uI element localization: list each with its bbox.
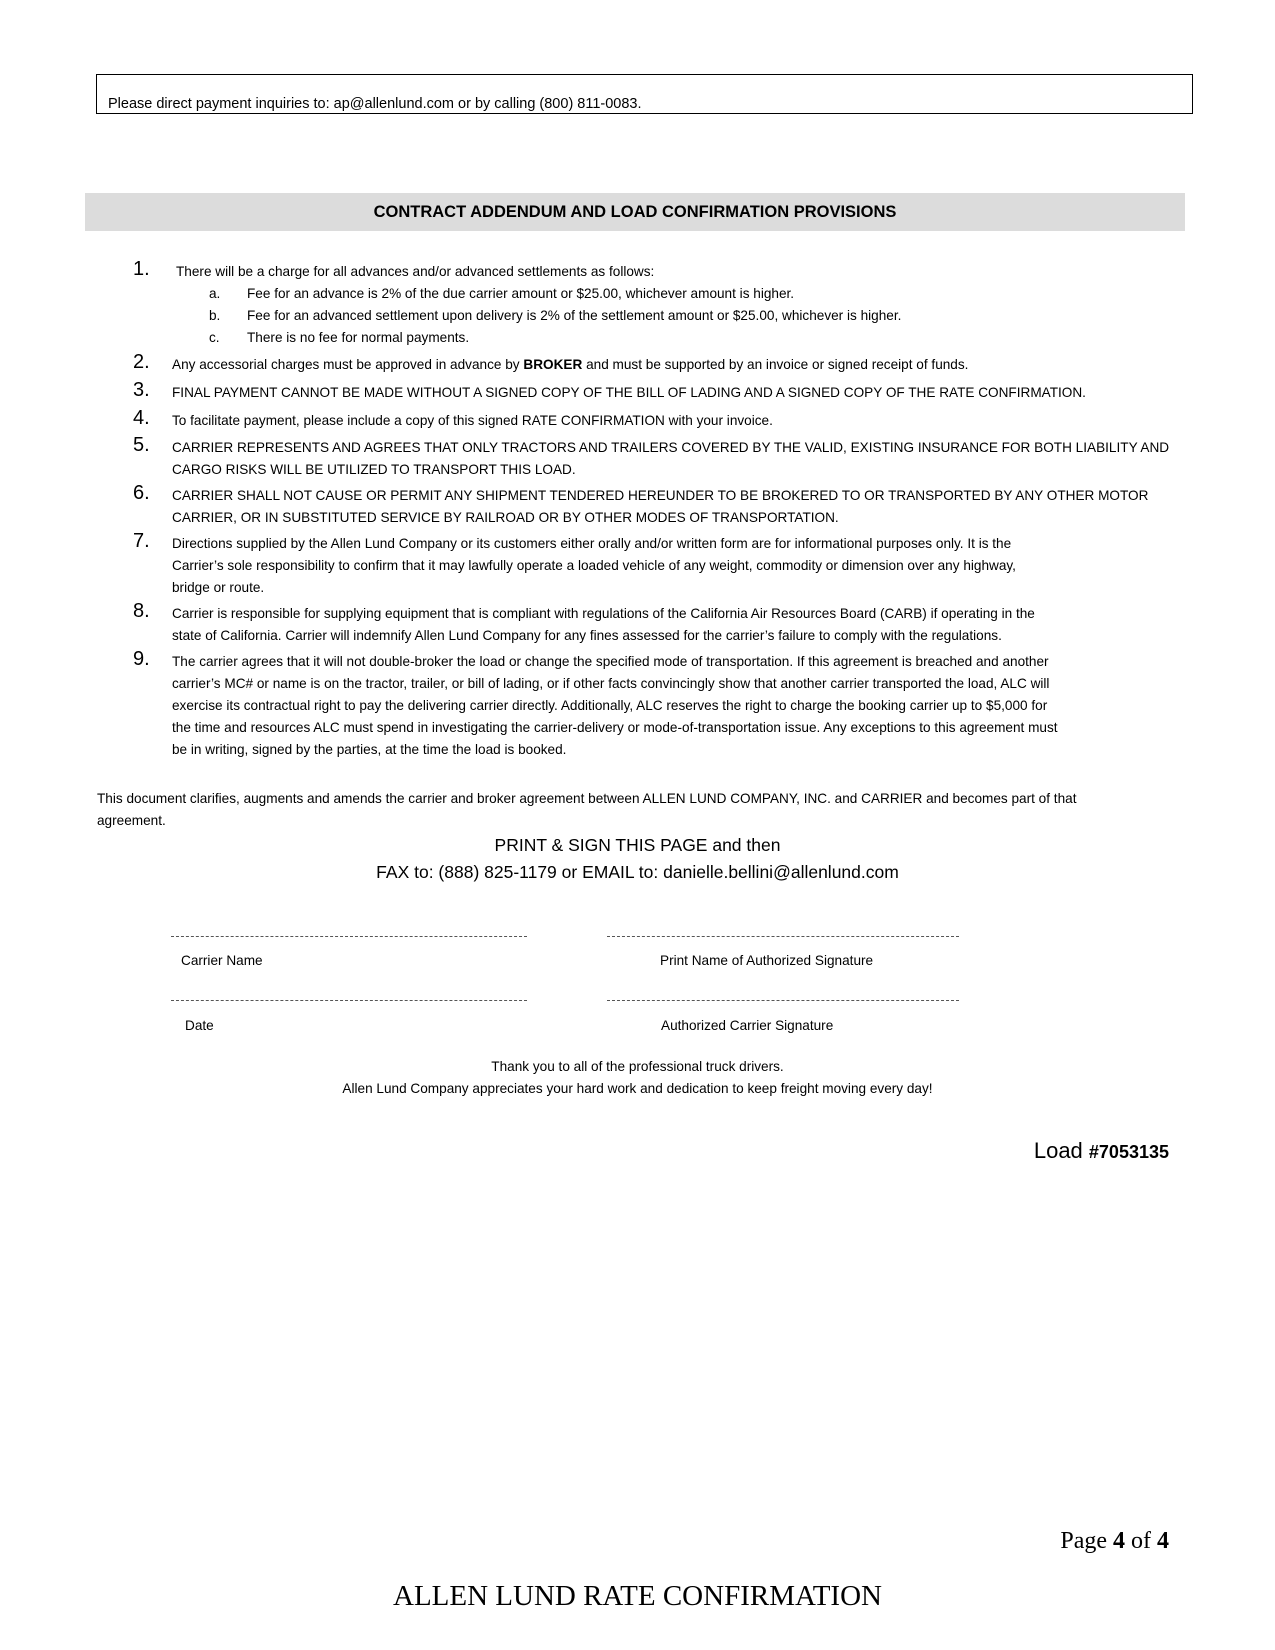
provision-text bbox=[172, 485, 1262, 529]
provision-line: Carrier is responsible for supplying equipment that is compliant with regulations of the California Air Resources Board (CARB) if operating in the bbox=[172, 606, 1035, 621]
sub-item-text: Fee for an advanced settlement upon delivery is 2% of the settlement amount or $25.00, whichever is higher. bbox=[247, 308, 902, 323]
footer-title: ALLEN LUND RATE CONFIRMATION bbox=[393, 1580, 882, 1612]
provision-line: bridge or route. bbox=[172, 580, 265, 595]
provision-line: Carrier’s sole responsibility to confirm that it may lawfully operate a loaded vehicle of any weight, commodity or dimension over any highway, bbox=[172, 558, 1016, 573]
provision-text-part: Any accessorial charges must be approved in advance by bbox=[172, 357, 524, 372]
print-name-label: Print Name of Authorized Signature bbox=[660, 953, 874, 968]
broker-emphasis: BROKER bbox=[523, 357, 583, 372]
provision-text: To facilitate payment, please include a copy of this signed RATE CONFIRMATION with your invoice. bbox=[172, 413, 773, 428]
provision-number: 8. bbox=[133, 600, 150, 622]
provision-text: FINAL PAYMENT CANNOT BE MADE WITHOUT A SIGNED COPY OF THE BILL OF LADING AND A SIGNED COPY OF THE RATE CONFIRMATION. bbox=[172, 385, 1086, 400]
date-line[interactable] bbox=[171, 1000, 527, 1001]
provision-line: CARRIER, OR IN SUBSTITUTED SERVICE BY RAILROAD OR BY OTHER MODES OF TRANSPORTATION. bbox=[172, 510, 839, 525]
clarification-line: This document clarifies, augments and amends the carrier and broker agreement between ALLEN LUND COMPANY, INC. and CARRIER and becomes part of that bbox=[97, 791, 1077, 806]
provision-number: 2. bbox=[133, 351, 150, 373]
page-number bbox=[1060, 1528, 1169, 1555]
provision-line: state of California. Carrier will indemnify Allen Lund Company for any fines assessed for the carrier’s failure to comply with the regulations. bbox=[172, 628, 1002, 643]
provision-line: CARGO RISKS WILL BE UTILIZED TO TRANSPORT THIS LOAD. bbox=[172, 462, 576, 477]
appreciation-line: Allen Lund Company appreciates your hard work and dedication to keep freight moving every day! bbox=[342, 1081, 933, 1096]
provision-text bbox=[172, 354, 1172, 376]
section-heading: CONTRACT ADDENDUM AND LOAD CONFIRMATION PROVISIONS bbox=[373, 202, 897, 221]
provision-text bbox=[172, 533, 1262, 599]
provision-text-part: and must be supported by an invoice or signed receipt of funds. bbox=[582, 357, 969, 372]
thank-you-line: Thank you to all of the professional truck drivers. bbox=[491, 1059, 784, 1074]
carrier-name-label: Carrier Name bbox=[181, 953, 263, 968]
sub-item-letter: b. bbox=[209, 308, 221, 323]
provision-line: carrier’s MC# or name is on the tractor, trailer, or bill of lading, or if other facts convincingly show that another carrier transported the load, ALC will bbox=[172, 676, 1050, 691]
page-of: of bbox=[1125, 1528, 1157, 1554]
provision-number: 4. bbox=[133, 407, 150, 429]
print-sign-instructions bbox=[0, 832, 1275, 886]
page-current: 4 bbox=[1113, 1528, 1125, 1554]
date-label: Date bbox=[185, 1018, 214, 1033]
page-prefix: Page bbox=[1060, 1528, 1113, 1554]
provision-number: 3. bbox=[133, 379, 150, 401]
provision-number: 1. bbox=[133, 258, 150, 280]
provision-line: CARRIER REPRESENTS AND AGREES THAT ONLY TRACTORS AND TRAILERS COVERED BY THE VALID, EXISTING INSURANCE FOR BOTH LIABILITY AND bbox=[172, 440, 1170, 455]
authorized-signature-label: Authorized Carrier Signature bbox=[661, 1018, 834, 1033]
clarification-line: agreement. bbox=[97, 813, 166, 828]
provision-number: 7. bbox=[133, 530, 150, 552]
provision-line: The carrier agrees that it will not double-broker the load or change the specified mode of transportation. If this agreement is breached and another bbox=[172, 654, 1049, 669]
print-sign-line: PRINT & SIGN THIS PAGE and then bbox=[494, 835, 781, 855]
print-name-line[interactable] bbox=[607, 936, 959, 937]
sub-item-text: Fee for an advance is 2% of the due carrier amount or $25.00, whichever amount is higher. bbox=[247, 286, 795, 301]
provision-number: 6. bbox=[133, 482, 150, 504]
provision-line: the time and resources ALC must spend in investigating the carrier-delivery or mode-of-transportation issue. Any exceptions to this agreement must bbox=[172, 720, 1058, 735]
payment-inquiry-box bbox=[96, 74, 1193, 114]
load-label: Load bbox=[1033, 1138, 1089, 1163]
provision-text: There will be a charge for all advances and/or advanced settlements as follows: bbox=[176, 264, 655, 279]
provision-line: exercise its contractual right to pay the delivering carrier directly. Additionally, ALC reserves the right to charge the booking carrier up to $5,000 for bbox=[172, 698, 1048, 713]
provision-line: be in writing, signed by the parties, at the time the load is booked. bbox=[172, 742, 567, 757]
section-heading-bar bbox=[85, 193, 1185, 231]
load-number-value: #7053135 bbox=[1088, 1142, 1169, 1162]
provision-text bbox=[172, 437, 1262, 481]
provision-text bbox=[172, 603, 1262, 647]
load-number bbox=[1034, 1138, 1169, 1164]
fax-email-line: FAX to: (888) 825-1179 or EMAIL to: danielle.bellini@allenlund.com bbox=[376, 862, 899, 882]
provision-line: Directions supplied by the Allen Lund Company or its customers either orally and/or written form are for informational purposes only. It is the bbox=[172, 536, 1012, 551]
carrier-name-line[interactable] bbox=[171, 936, 527, 937]
signature-line[interactable] bbox=[607, 1000, 959, 1001]
thank-you-message bbox=[0, 1056, 1275, 1100]
provision-line: CARRIER SHALL NOT CAUSE OR PERMIT ANY SHIPMENT TENDERED HEREUNDER TO BE BROKERED TO OR TRANSPORTED BY ANY OTHER MOTOR bbox=[172, 488, 1149, 503]
sub-item-letter: c. bbox=[209, 330, 220, 345]
sub-item-text: There is no fee for normal payments. bbox=[247, 330, 470, 345]
provision-number: 9. bbox=[133, 648, 150, 670]
provision-text bbox=[172, 651, 1262, 761]
payment-inquiry-text: Please direct payment inquiries to: ap@allenlund.com or by calling (800) 811-0083. bbox=[108, 96, 642, 112]
clarification-paragraph bbox=[97, 788, 1207, 832]
sub-item-letter: a. bbox=[209, 286, 221, 301]
page-total: 4 bbox=[1157, 1528, 1169, 1554]
provision-number: 5. bbox=[133, 434, 150, 456]
